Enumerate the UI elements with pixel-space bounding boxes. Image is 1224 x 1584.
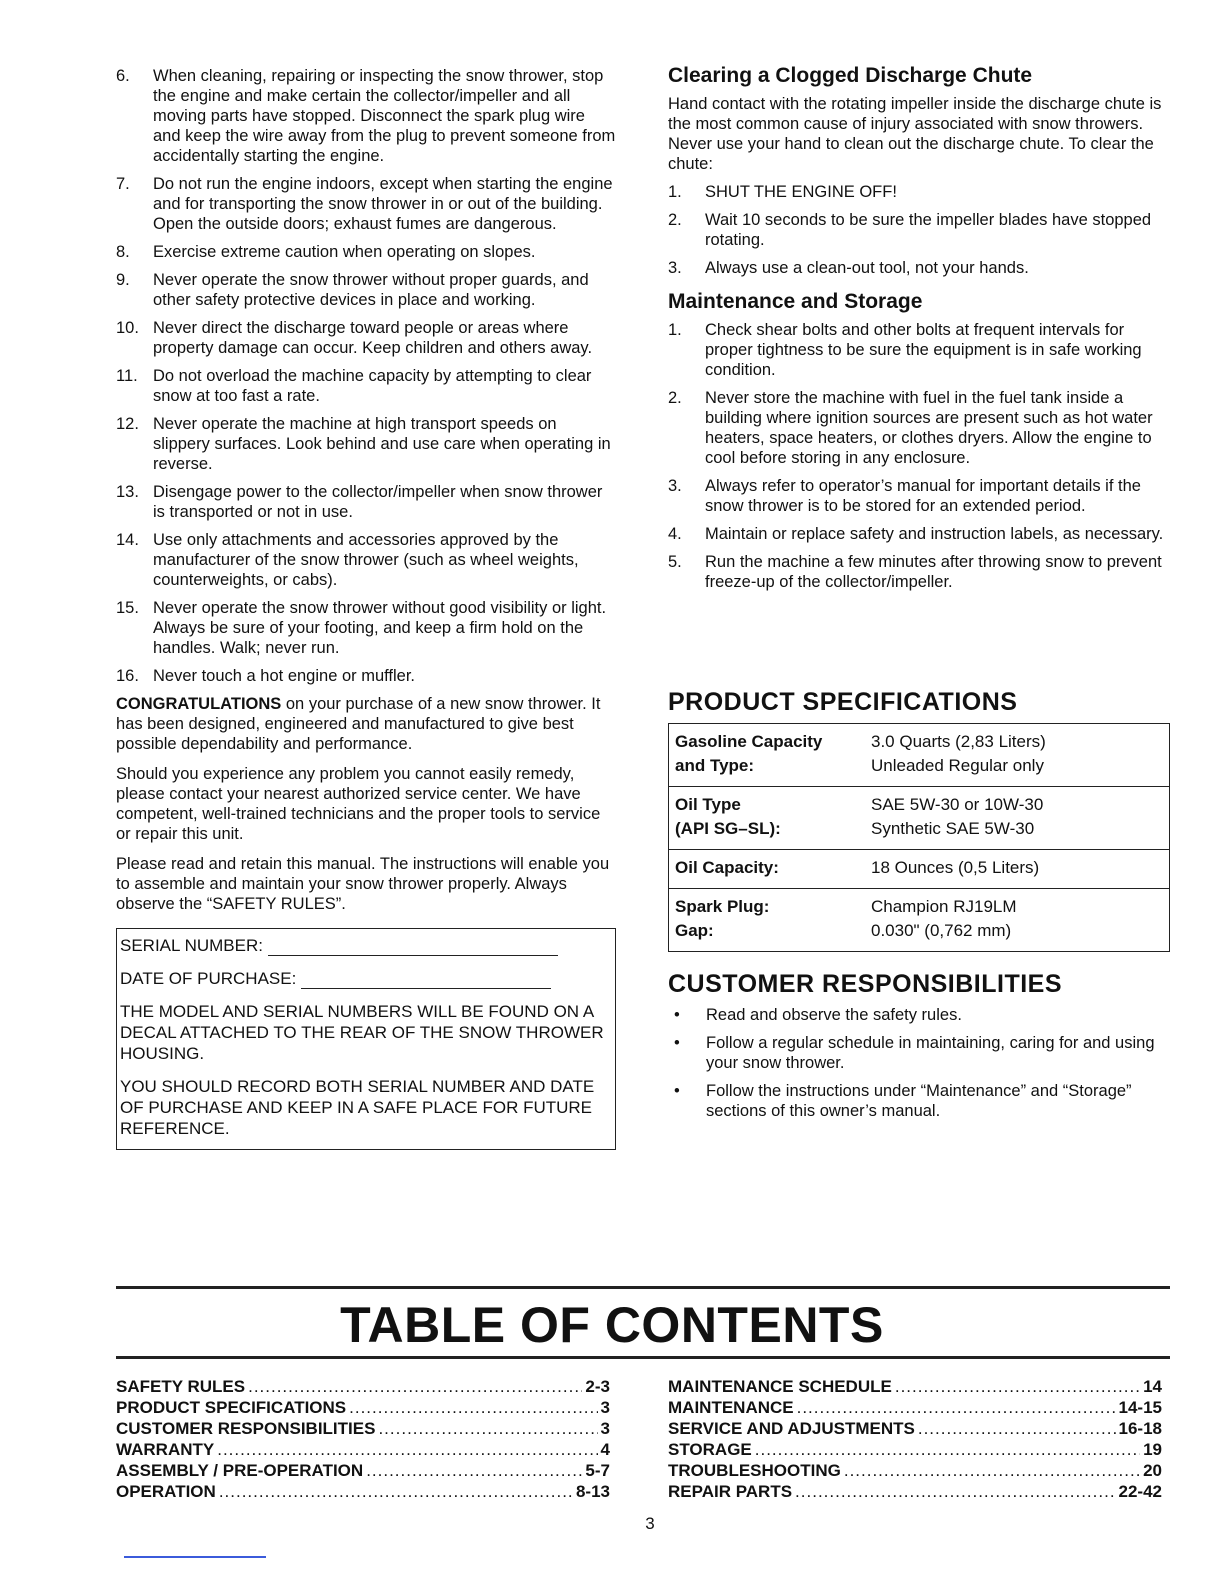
rule-text: When cleaning, repairing or inspecting the snow thrower, stop the engine and make certain the collector/impeller and all moving parts have stopped. Disconnect the spark plug wire and keep the wire away from the plug to prevent someone from accidentally starting the engine. [153,67,616,165]
step-number: 4. [668,525,682,543]
step-number: 2. [668,389,682,407]
toc-top-rule [116,1286,1170,1289]
step-number: 2. [668,211,682,229]
purchase-date-label: DATE OF PURCHASE: [120,969,297,988]
step-text: Always use a clean-out tool, not your hands. [705,259,1029,277]
rule-number: 6. [116,67,130,85]
left-column [116,66,616,1150]
toc-entry[interactable]: MAINTENANCE ..... 14-15 [668,1397,1162,1418]
page-number: 3 [645,1514,655,1533]
table-row [669,787,1170,850]
product-specifications [668,688,1170,952]
step-text: Never store the machine with fuel in the fuel tank inside a building where ignition sources are present such as hot water heaters, space heaters, or clothes dryers. Allow the engine to cool before storing in any enclosure. [705,389,1153,467]
safety-rules-list [116,66,616,686]
step-number: 1. [668,321,682,339]
rule-number: 16. [116,667,139,685]
rule-text: Do not overload the machine capacity by attempting to clear snow at too fast a rate. [153,367,592,405]
step-text: Run the machine a few minutes after throwing snow to prevent freeze-up of the collector/impeller. [705,553,1162,591]
toc-entry[interactable]: REPAIR PARTS ..... 22-42 [668,1481,1162,1502]
list-item [668,524,1170,544]
rule-number: 11. [116,367,138,385]
toc-right-column [668,1376,1162,1502]
rule-text: Do not run the engine indoors, except when starting the engine and for transporting the snow thrower in or out of the building. Open the outside doors; exhaust fumes are dangerous. [153,175,613,233]
toc-entry[interactable]: MAINTENANCE SCHEDULE ..... 14 [668,1376,1162,1397]
step-number: 3. [668,477,682,495]
congrats-lead: CONGRATULATIONS [116,695,282,713]
right-column [668,64,1170,1129]
step-text: Always refer to operator’s manual for important details if the snow thrower is to be stored for an extended period. [705,477,1141,515]
rule-text: Never direct the discharge toward people or areas where property damage can occur. Keep children and others away. [153,319,593,357]
list-item [668,476,1170,516]
list-item [668,258,1170,278]
maintenance-heading: Maintenance and Storage [668,290,923,313]
toc-bottom-rule [116,1356,1170,1359]
spec-value: 3.0 Quarts (2,83 Liters) Unleaded Regular only [865,724,1170,787]
specs-heading: PRODUCT SPECIFICATIONS [668,688,1018,716]
spec-label: Oil Type (API SG–SL): [669,787,866,850]
congrats-paragraph [116,694,616,754]
serial-record-box [116,928,616,1150]
purchase-date-line[interactable] [301,972,551,989]
rule-text: Never touch a hot engine or muffler. [153,667,416,685]
rule-number: 10. [116,319,139,337]
bullet-icon: • [674,1034,680,1052]
spec-value: SAE 5W-30 or 10W-30 Synthetic SAE 5W-30 [865,787,1170,850]
spec-value: Champion RJ19LM 0.030" (0,762 mm) [865,889,1170,952]
toc-entry[interactable]: PRODUCT SPECIFICATIONS ..... 3 [116,1397,610,1418]
step-text: SHUT THE ENGINE OFF! [705,183,897,201]
table-row [669,850,1170,889]
list-item [668,388,1170,468]
toc-entry[interactable]: WARRANTY ..... 4 [116,1439,610,1460]
bullet-icon: • [674,1006,680,1024]
rule-text: Use only attachments and accessories approved by the manufacturer of the snow thrower (such as wheel weights, counterweights, or cabs). [153,531,579,589]
model-note: THE MODEL AND SERIAL NUMBERS WILL BE FOUND ON A DECAL ATTACHED TO THE REAR OF THE SNOW THROWER HOUSING. [120,1002,604,1063]
list-item [116,366,616,406]
responsibilities-heading: CUSTOMER RESPONSIBILITIES [668,970,1063,998]
spec-value: 18 Ounces (0,5 Liters) [865,850,1170,889]
toc-entry[interactable]: SERVICE AND ADJUSTMENTS ..... 16-18 [668,1418,1162,1439]
list-item [116,174,616,234]
toc-left-column [116,1376,610,1502]
responsibilities-list [668,1005,1170,1121]
step-text: Wait 10 seconds to be sure the impeller blades have stopped rotating. [705,211,1152,249]
list-item [116,598,616,658]
specs-table [668,723,1170,952]
list-item [116,318,616,358]
toc-entry[interactable]: OPERATION ..... 8-13 [116,1481,610,1502]
serial-number-field[interactable] [120,935,613,956]
bullet-icon: • [674,1082,680,1100]
list-item [116,66,616,166]
list-item [668,182,1170,202]
rule-number: 14. [116,531,139,549]
spec-label: Oil Capacity: [669,850,866,889]
step-number: 1. [668,183,682,201]
rule-number: 7. [116,175,130,193]
rule-text: Disengage power to the collector/impeller when snow thrower is transported or not in use. [153,483,603,521]
rule-number: 12. [116,415,139,433]
rule-text: Never operate the snow thrower without proper guards, and other safety protective devices in place and working. [153,271,589,309]
step-number: 5. [668,553,682,571]
spec-label: Spark Plug: Gap: [669,889,866,952]
list-item [668,210,1170,250]
record-note: YOU SHOULD RECORD BOTH SERIAL NUMBER AND DATE OF PURCHASE AND KEEP IN A SAFE PLACE FOR FUTURE REFERENCE. [120,1077,595,1138]
rule-number: 15. [116,599,139,617]
toc-heading: TABLE OF CONTENTS [340,1297,884,1353]
toc-entry[interactable]: SAFETY RULES ..... 2-3 [116,1376,610,1397]
list-item: • Follow the instructions under “Maintenance” and “Storage” sections of this owner’s manual. [674,1082,1132,1120]
service-paragraph: Should you experience any problem you cannot easily remedy, please contact your nearest authorized service center. We have competent, well-trained technicians and the proper tools to service or repair this unit. [116,765,601,843]
footer-link-underline[interactable] [124,1556,266,1558]
rule-text: Exercise extreme caution when operating on slopes. [153,243,536,261]
rule-number: 13. [116,483,139,501]
step-number: 3. [668,259,682,277]
step-text: Check shear bolts and other bolts at frequent intervals for proper tightness to be sure the equipment is in safe working condition. [705,321,1142,379]
chute-steps-list [668,182,1170,278]
list-item [116,414,616,474]
list-item [116,666,616,686]
retain-manual-paragraph: Please read and retain this manual. The instructions will enable you to assemble and maintain your snow thrower properly. Always observe the “SAFETY RULES”. [116,855,610,913]
toc-entry[interactable]: ASSEMBLY / PRE-OPERATION ..... 5-7 [116,1460,610,1481]
list-item [116,530,616,590]
table-row [669,724,1170,787]
list-item [116,270,616,310]
spec-label: Gasoline Capacity and Type: [669,724,866,787]
rule-number: 9. [116,271,130,289]
list-item [116,242,616,262]
list-item: • Follow a regular schedule in maintaining, caring for and using your snow thrower. [674,1034,1155,1072]
list-item [668,552,1170,592]
list-item [116,482,616,522]
maintenance-steps-list [668,320,1170,592]
rule-text: Never operate the snow thrower without good visibility or light. Always be sure of your footing, and keep a firm hold on the handles. Walk; never run. [153,599,607,657]
congrats-text: on your purchase of a new snow thrower. It has been designed, engineered and manufactured to give best possible dependability and performance. [116,695,601,753]
rule-number: 8. [116,243,130,261]
list-item: • Read and observe the safety rules. [674,1006,962,1024]
step-text: Maintain or replace safety and instruction labels, as necessary. [705,525,1164,543]
toc-entry[interactable]: STORAGE ..... 19 [668,1439,1162,1460]
list-item [668,320,1170,380]
toc-entry[interactable]: CUSTOMER RESPONSIBILITIES ..... 3 [116,1418,610,1439]
toc-entry[interactable]: TROUBLESHOOTING ..... 20 [668,1460,1162,1481]
chute-heading: Clearing a Clogged Discharge Chute [668,64,1033,87]
purchase-date-field[interactable] [120,968,613,989]
chute-intro: Hand contact with the rotating impeller inside the discharge chute is the most common cause of injury associated with snow throwers. Never use your hand to clean out the discharge chute. To clear the chute: [668,95,1162,173]
serial-number-label: SERIAL NUMBER: [120,936,263,955]
customer-responsibilities [668,970,1170,1121]
serial-number-line[interactable] [268,939,558,956]
rule-text: Never operate the machine at high transport speeds on slippery surfaces. Look behind and use care when operating in reverse. [153,415,611,473]
table-row [669,889,1170,952]
